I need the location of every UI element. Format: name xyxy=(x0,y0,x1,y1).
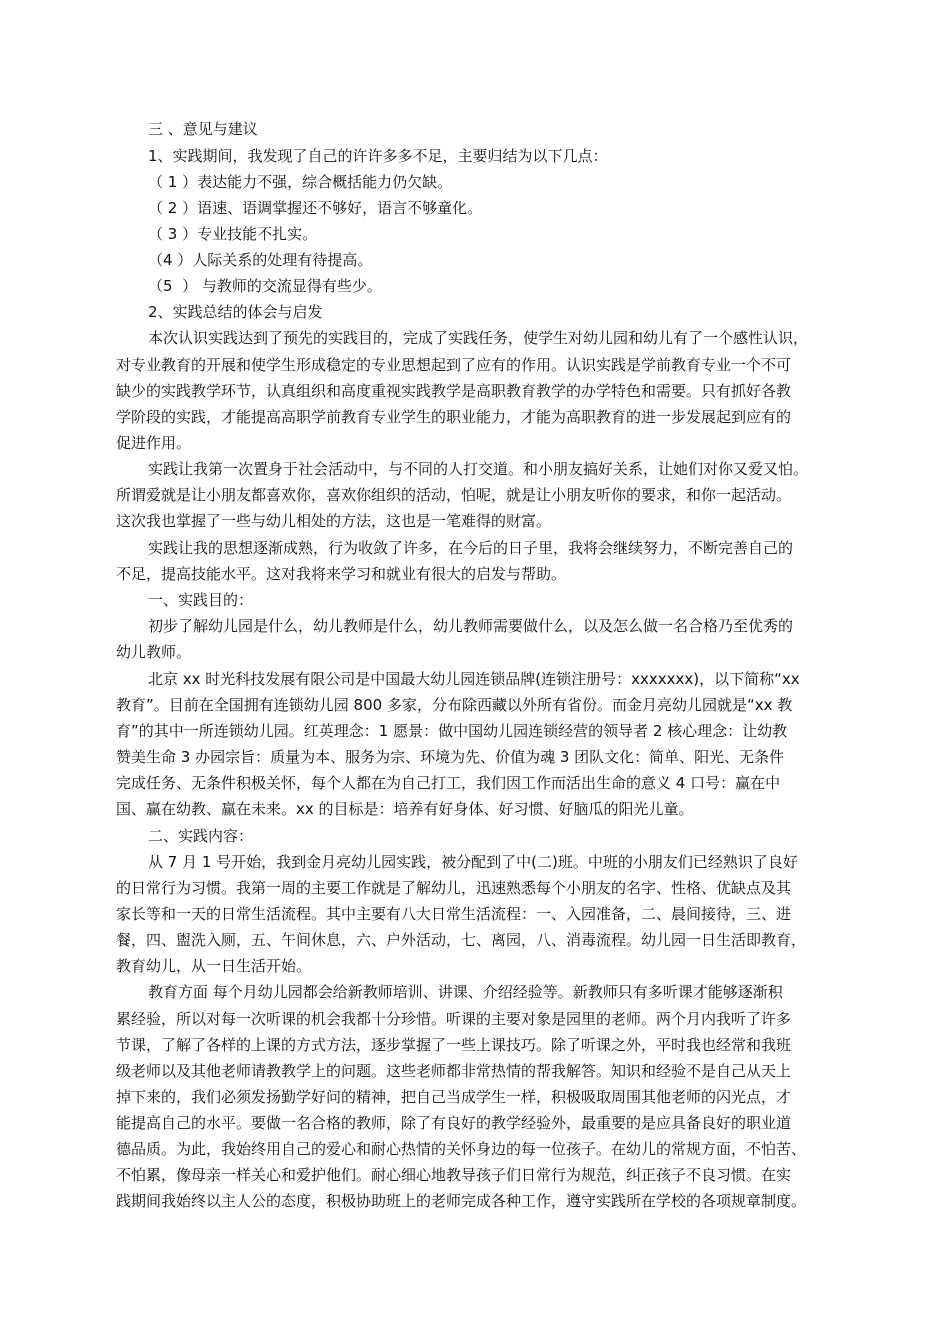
paragraph-line: 缺少的实践教学环节，认真组织和高度重视实践教学是高职教育教学的办学特色和需要。只有抓好各教 xyxy=(116,382,792,400)
paragraph-line: 对专业教育的开展和使学生形成稳定的专业思想起到了应有的作用。认识实践是学前教育专业一个不可 xyxy=(116,356,792,374)
paragraph-line: 初步了解幼儿园是什么，幼儿教师是什么，幼儿教师需要做什么，以及怎么做一名合格乃至优秀的 xyxy=(148,617,794,635)
paragraph-line: 促进作用。 xyxy=(116,434,192,452)
paragraph-line: 幼儿教师。 xyxy=(116,643,192,661)
paragraph-line: 教育幼儿，从一日生活开始。 xyxy=(116,957,312,975)
subsection-heading: 1、实践期间，我发现了自己的许许多多不足，主要归结为以下几点： xyxy=(148,147,608,165)
paragraph-line: 国、赢在幼教、赢在未来。xx 的目标是：培养有好身体、好习惯、好脑瓜的阳光儿童。 xyxy=(116,800,694,818)
paragraph-line: 不怕累，像母亲一样关心和爱护他们。耐心细心地教导孩子们日常行为规范，纠正孩子不良习惯。在实 xyxy=(116,1166,792,1184)
paragraph-line: 教育方面 每个月幼儿园都会给新教师培训、讲课、介绍经验等。新教师只有多听课才能够逐渐积 xyxy=(148,983,783,1001)
paragraph-line: 累经验，所以对每一次听课的机会我都十分珍惜。听课的主要对象是园里的老师。两个月内我听了许多 xyxy=(116,1010,792,1028)
paragraph-line: 本次认识实践达到了预先的实践目的，完成了实践任务，使学生对幼儿园和幼儿有了一个感性认识， xyxy=(148,329,809,347)
subsection-heading: 2、实践总结的体会与启发 xyxy=(148,303,323,321)
paragraph-line: 不足，提高技能水平。这对我将来学习和就业有很大的启发与帮助。 xyxy=(116,565,567,583)
paragraph-line: 掉下来的，我们必须发扬勤学好问的精神，把自己当成学生一样，积极吸取周围其他老师的闪光点，才 xyxy=(116,1088,792,1106)
paragraph-line: 级老师以及其他老师请教教学上的问题。这些老师都非常热情的帮我解答。知识和经验不是自己从天上 xyxy=(116,1062,792,1080)
paragraph-line: 家长等和一天的日常生活流程。其中主要有八大日常生活流程：一、入园准备，二、晨间接待，三、进 xyxy=(116,905,792,923)
paragraph-line: 所谓爱就是让小朋友都喜欢你，喜欢你组织的活动，怕呢，就是让小朋友听你的要求，和你一起活动。 xyxy=(116,486,792,504)
section-heading: 二、实践内容： xyxy=(148,827,254,845)
paragraph-line: 完成任务、无条件积极关怀，每个人都在为自己打工，我们因工作而活出生命的意义 4 口号：赢在中 xyxy=(116,774,781,792)
paragraph-line: 能提高自己的水平。要做一名合格的教师，除了有良好的教学经验外，最重要的是应具备良好的职业道 xyxy=(116,1114,792,1132)
paragraph-line: 实践让我的思想逐渐成熟，行为收敛了许多，在今后的日子里，我将会继续努力，不断完善自己的 xyxy=(148,539,794,557)
paragraph-line: 餐，四、盥洗入厕，五、午间休息，六、户外活动，七、离园，八、消毒流程。幼儿园一日生活即教育， xyxy=(116,931,807,949)
list-item: （4 ）人际关系的处理有待提高。 xyxy=(148,251,373,269)
paragraph-line: 实践让我第一次置身于社会活动中，与不同的人打交道。和小朋友搞好关系，让她们对你又爱又怕。 xyxy=(148,460,809,478)
paragraph-line: 北京 xx 时光科技发展有限公司是中国最大幼儿园连锁品牌(连锁注册号：xxxxxxx)，以下简称“xx xyxy=(148,670,800,688)
paragraph-line: 学阶段的实践，才能提高高职学前教育专业学生的职业能力，才能为高职教育的进一步发展起到应有的 xyxy=(116,408,792,426)
section-heading: 一、实践目的： xyxy=(148,591,254,609)
paragraph-line: 这次我也掌握了一些与幼儿相处的方法，这也是一笔难得的财富。 xyxy=(116,512,552,530)
list-item: （5 ） 与教师的交流显得有些少。 xyxy=(148,277,382,295)
section-heading: 三 、意见与建议 xyxy=(148,120,258,138)
list-item: （ 2 ）语速、语调掌握还不够好，语言不够童化。 xyxy=(148,199,483,217)
list-item: （ 3 ）专业技能不扎实。 xyxy=(148,225,318,243)
paragraph-line: 的日常行为习惯。我第一周的主要工作就是了解幼儿，迅速熟悉每个小朋友的名字、性格、优缺点及其 xyxy=(116,879,792,897)
list-item: （ 1 ）表达能力不强，综合概括能力仍欠缺。 xyxy=(148,173,453,191)
paragraph-line: 赞美生命 3 办园宗旨：质量为本、服务为宗、环境为先、价值为魂 3 团队文化：简单、阳光、无条件 xyxy=(116,748,785,766)
paragraph-line: 教育”。目前在全国拥有连锁幼儿园 800 多家，分布除西藏以外所有省份。而金月亮幼儿园就是“xx 教 xyxy=(116,696,793,714)
paragraph-line: 节课，了解了各样的上课的方式方法，逐步掌握了一些上课技巧。除了听课之外，平时我也经常和我班 xyxy=(116,1036,792,1054)
paragraph-line: 践期间我始终以主人公的态度，积极协助班上的老师完成各种工作，遵守实践所在学校的各项规章制度。 xyxy=(116,1192,807,1210)
paragraph-line: 德品质。为此，我始终用自己的爱心和耐心热情的关怀身边的每一位孩子。在幼儿的常规方面，不怕苦、 xyxy=(116,1140,807,1158)
paragraph-line: 育”的其中一所连锁幼儿园。红英理念：1 愿景：做中国幼儿园连锁经营的领导者 2 核心理念：让幼教 xyxy=(116,722,788,740)
paragraph-line: 从 7 月 1 号开始，我到金月亮幼儿园实践，被分配到了中(二)班。中班的小朋友们已经熟识了良好 xyxy=(148,853,798,871)
